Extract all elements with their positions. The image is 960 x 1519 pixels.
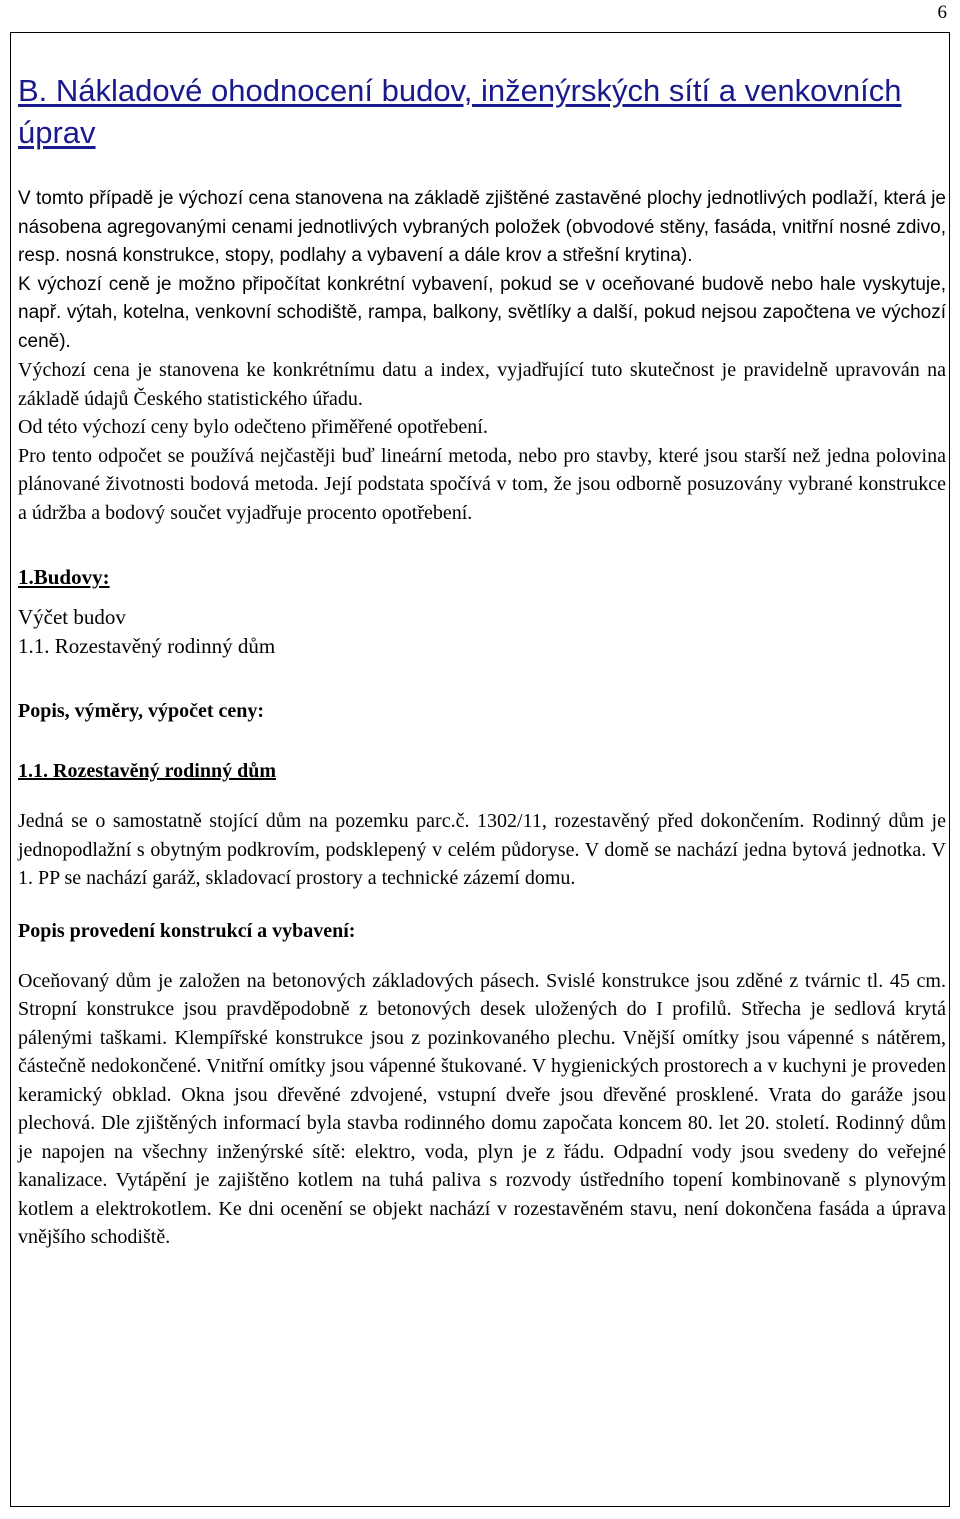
building-list-item: 1.1. Rozestavěný rodinný dům bbox=[18, 634, 276, 658]
document-body bbox=[18, 70, 946, 1252]
method-paragraph-3: Pro tento odpočet se používá nejčastěji buď lineární metoda, nebo pro stavby, které jsou starší než jedna polovina plánované životnosti bodová metoda. Její podstata spočívá v tom, že jsou odborně posuzovány vybrané konstrukce a údržba a bodový součet vyjadřuje procento opotřebení. bbox=[18, 444, 946, 524]
construction-description: Oceňovaný dům je založen na betonových základových pásech. Svislé konstrukce jsou zděné z tvárnic tl. 45 cm. Stropní konstrukce jsou pravděpodobně z betonových desek uložených do I profilů. Střecha je sedlová krytá pálenými taškami. Klempířské konstrukce jsou z pozinkovaného plechu. Vnější omítky jsou vápenné s nátěrem, částečně nedokončené. Vnitřní omítky jsou vápenné štukované. V hygienických prostorech a v kuchyni je proveden keramický obklad. Okna jsou dřevěné zdvojené, vstupní dveře jsou dřevěné prosklené. Vrata do garáže jsou plechová. Dle zjištěných informací byla stavba rodinného domu započata koncem 80. let 20. století. Rodinný dům je napojen na všechny inženýrské sítě: elektro, voda, plyn je z řádu. Odpadní vody jsou svedeny do veřejné kanalizace. Vytápění je zajištěno kotlem na tuhá paliva s rozvody ústředního topení kombinovaně s plynovým kotlem a elektrokotlem. Ke dni ocenění se objekt nachází v rozestavěném stavu, není dokončena fasáda a úprava vnějšího schodiště. bbox=[18, 969, 946, 1248]
calculation-heading: Popis, výměry, výpočet ceny: bbox=[18, 700, 265, 722]
page-number: 6 bbox=[937, 2, 947, 23]
method-section bbox=[18, 356, 946, 527]
building-list-heading: Výčet budov bbox=[18, 605, 126, 629]
intro-section bbox=[18, 185, 946, 356]
building-description-section bbox=[18, 807, 946, 893]
construction-description-section bbox=[18, 967, 946, 1252]
construction-heading: Popis provedení konstrukcí a vybavení: bbox=[18, 919, 356, 942]
building-description: Jedná se o samostatně stojící dům na pozemku parc.č. 1302/11, rozestavěný před dokončením. Rodinný dům je jednopodlažní s obytným podkrovím, podsklepený v celém půdoryse. V domě se nachází jedna bytová jednotka. V 1. PP se nachází garáž, skladovací prostory a technické zázemí domu. bbox=[18, 810, 946, 889]
document-title: B. Nákladové ohodnocení budov, inženýrských sítí a venkovních úprav bbox=[18, 73, 902, 150]
section-title-buildings: 1.Budovy: bbox=[18, 565, 110, 589]
building-heading: 1.1. Rozestavěný rodinný dům bbox=[18, 760, 276, 782]
building-list bbox=[18, 603, 946, 661]
method-paragraph-2: Od této výchozí ceny bylo odečteno přiměřené opotřebení. bbox=[18, 416, 488, 438]
intro-paragraph-2: K výchozí ceně je možno připočítat konkrétní vybavení, pokud se v oceňované budově nebo hale vyskytuje, např. výtah, kotelna, venkovní schodiště, rampa, balkony, světlíky a další, pokud nejsou započtena ve výchozí ceně). bbox=[18, 273, 946, 352]
intro-paragraph-1: V tomto případě je výchozí cena stanovena na základě zjištěné zastavěné plochy jednotlivých podlaží, která je násobena agregovanými cenami jednotlivých vybraných položek (obvodové stěny, fasáda, vnitřní nosné zdivo, resp. nosná konstrukce, stopy, podlahy a vybavení a dále krov a střešní krytina). bbox=[18, 188, 946, 266]
method-paragraph-1: Výchozí cena je stanovena ke konkrétnímu datu a index, vyjadřující tuto skutečnost je pravidelně upravován na základě údajů Českého statistického úřadu. bbox=[18, 359, 946, 410]
